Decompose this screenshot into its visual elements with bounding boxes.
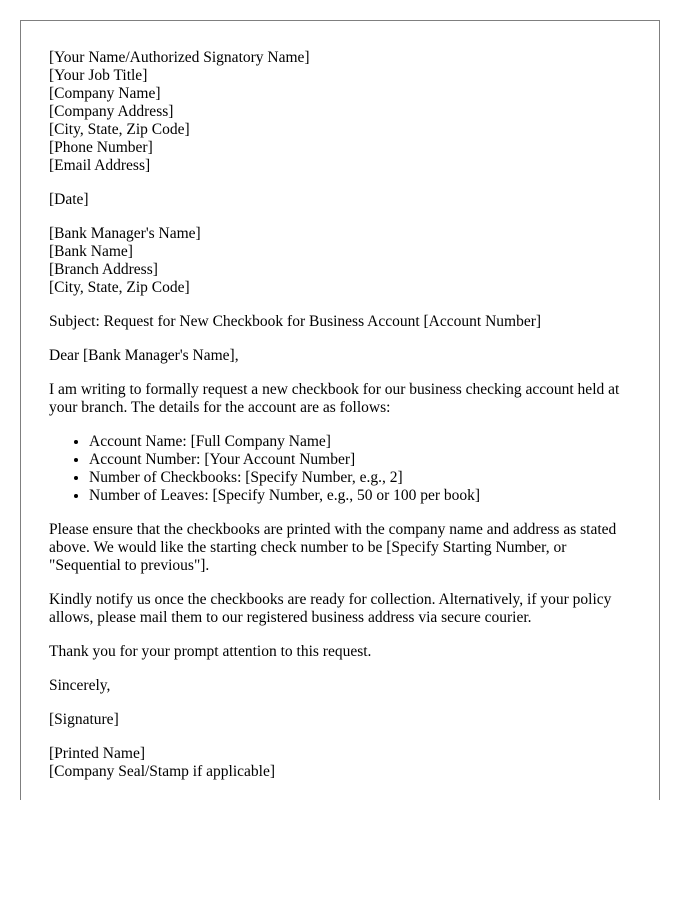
closing: Sincerely, [49, 677, 111, 694]
recipient-block [49, 225, 633, 297]
sender-block [49, 49, 633, 175]
letter-page [20, 20, 660, 800]
thanks-paragraph: Thank you for your prompt attention to this request. [49, 643, 372, 660]
sender-job-title: [Your Job Title] [49, 67, 148, 84]
recipient-city-state-zip: [City, State, Zip Code] [49, 279, 190, 296]
printed-name: [Printed Name] [49, 745, 145, 762]
printing-paragraph: Please ensure that the checkbooks are printed with the company name and address as stated above. We would like the starting check number to be [Specify Starting Number, or "Sequential to previous"]. [49, 521, 617, 574]
recipient-bank-name: [Bank Name] [49, 243, 133, 260]
sender-company-address: [Company Address] [49, 103, 174, 120]
notify-paragraph: Kindly notify us once the checkbooks are ready for collection. Alternatively, if your policy allows, please mail them to our registered business address via secure courier. [49, 591, 612, 626]
sender-email: [Email Address] [49, 157, 151, 174]
subject-line: Subject: Request for New Checkbook for Business Account [Account Number] [49, 313, 542, 330]
sender-phone: [Phone Number] [49, 139, 153, 156]
intro-paragraph: I am writing to formally request a new checkbook for our business checking account held at your branch. The details for the account are as follows: [49, 381, 620, 416]
signoff-block [49, 745, 633, 781]
letter-body [49, 49, 633, 797]
list-item: • Number of Leaves: [Specify Number, e.g., 50 or 100 per book] [89, 487, 633, 505]
signature-placeholder: [Signature] [49, 711, 119, 728]
sender-company-name: [Company Name] [49, 85, 161, 102]
list-item: • Account Name: [Full Company Name] [89, 433, 633, 451]
salutation: Dear [Bank Manager's Name], [49, 347, 239, 364]
list-item: • Account Number: [Your Account Number] [89, 451, 633, 469]
recipient-branch-address: [Branch Address] [49, 261, 158, 278]
sender-name: [Your Name/Authorized Signatory Name] [49, 49, 310, 66]
company-seal: [Company Seal/Stamp if applicable] [49, 763, 275, 780]
account-details-list [49, 433, 633, 505]
date-block [49, 191, 633, 209]
letter-date: [Date] [49, 191, 89, 208]
list-item: • Number of Checkbooks: [Specify Number, e.g., 2] [89, 469, 633, 487]
sender-city-state-zip: [City, State, Zip Code] [49, 121, 190, 138]
recipient-manager-name: [Bank Manager's Name] [49, 225, 201, 242]
